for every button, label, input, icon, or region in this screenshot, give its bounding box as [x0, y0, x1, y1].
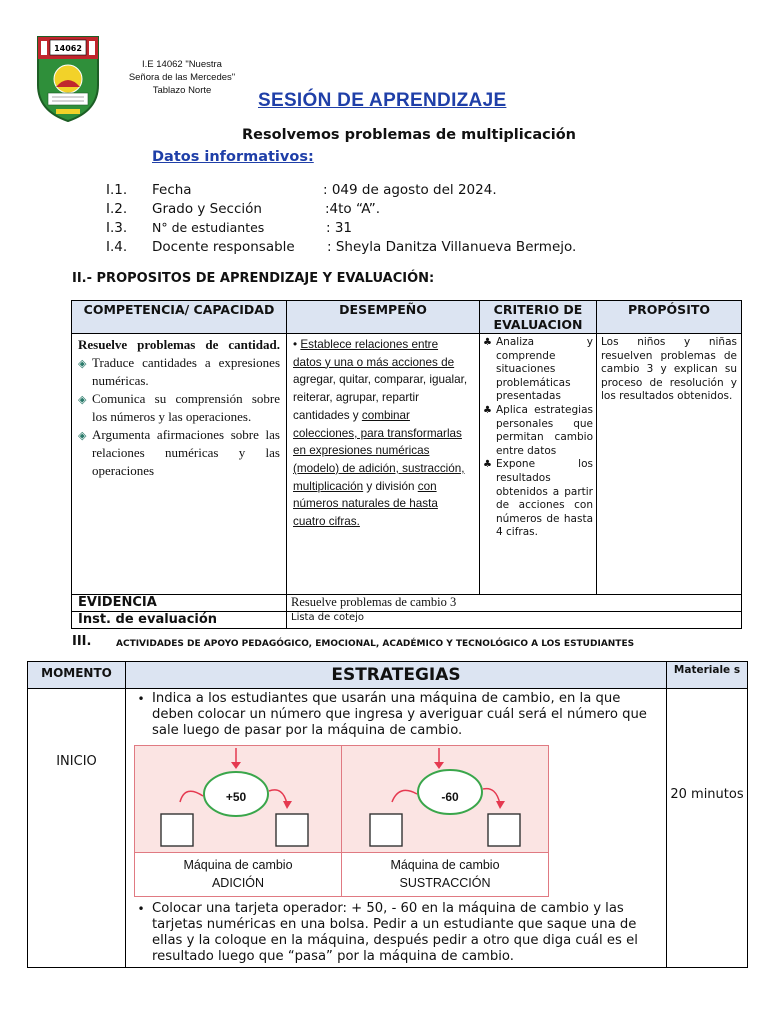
- info-value: : 049 de agosto del 2024.: [323, 182, 497, 198]
- machine-label: Máquina de cambio: [390, 858, 500, 872]
- logo-text: 14062: [54, 44, 82, 53]
- desempeno-text: con números naturales de hasta cuatro cifras.: [293, 479, 438, 529]
- club-bullet-icon: ♣: [483, 404, 492, 416]
- exit-arrowhead: [283, 801, 292, 809]
- school-line: Tablazo Norte: [152, 85, 212, 96]
- info-label: Docente responsable: [152, 239, 295, 255]
- operator-label: +50: [225, 790, 247, 804]
- club-bullet-icon: ♣: [483, 337, 492, 348]
- strategy-item: [130, 691, 658, 739]
- info-row-docente: [0, 239, 768, 257]
- header-criterio: CRITERIO DE EVALUACION: [480, 301, 597, 334]
- estrategias-cell: [126, 689, 667, 968]
- machine-caption: [342, 852, 548, 896]
- capacidad-item: [78, 390, 280, 426]
- info-row-grado: [0, 201, 768, 219]
- info-row-estudiantes: [0, 220, 768, 238]
- strategy-item: [130, 901, 658, 965]
- desempeno-cell: [287, 334, 480, 595]
- page-title: SESIÓN DE APRENDIZAJE: [258, 90, 507, 111]
- input-arrowhead: [434, 762, 444, 769]
- proposito-cell: Los niños y niñas resuelven problemas de cambio 3 y explican su proceso de resolución y los resultados obtenidos.: [597, 334, 742, 595]
- diamond-bullet-icon: ◈: [78, 358, 87, 370]
- header-proposito: PROPÓSITO: [597, 301, 742, 334]
- criterio-item: [483, 404, 593, 458]
- info-row-fecha: [0, 182, 768, 200]
- criterio-text: Aplica estrategias personales que permitan cambio entre datos: [496, 403, 593, 457]
- exit-arrowhead: [496, 801, 505, 809]
- datos-informativos-heading: Datos informativos:: [152, 149, 314, 165]
- criterio-text: Expone los resultados obtenidos a partir de acciones con números de hasta 4 cifras.: [496, 458, 593, 539]
- diamond-bullet-icon: ◈: [78, 394, 87, 406]
- materiales-cell: 20 minutos: [667, 689, 748, 968]
- info-label: N° de estudiantes: [152, 220, 265, 235]
- info-num: I.4.: [106, 239, 128, 255]
- momento-inicio: INICIO: [28, 689, 126, 968]
- instrumento-value: Lista de cotejo: [287, 612, 742, 629]
- desempeno-text: Establece relaciones entre datos y una o más acciones de: [293, 338, 455, 369]
- desempeno-text: agregar, quitar, comparar, igualar, reiterar, agrupar, repartir cantidades y: [293, 373, 468, 422]
- machine-type: ADICIÓN: [211, 876, 265, 890]
- capacidad-item: [78, 426, 280, 480]
- entry-curve: [392, 790, 417, 802]
- instrumento-label: Inst. de evaluación: [72, 612, 287, 629]
- info-num: I.1.: [106, 182, 128, 198]
- school-name: [112, 58, 252, 97]
- session-subtitle: Resolvemos problemas de multiplicación: [242, 127, 576, 143]
- strategy-text: Colocar una tarjeta operador: + 50, - 60 en la máquina de cambio y las tarjetas numéricas en una bolsa. Pedir a un estudiante que saque una de ellas y la coloque en la máquina, después pedir a otro que diga cuál es el resultado luego que “pasa” por la máquina de cambio.: [152, 901, 638, 964]
- propositos-table: [71, 300, 742, 629]
- strategy-text: Indica a los estudiantes que usarán una máquina de cambio, en la que deben colocar un número que ingresa y averiguar cuál será el número que sale luego de pasar por la máquina de cambio.: [152, 691, 647, 738]
- machine-label: Máquina de cambio: [183, 858, 293, 872]
- diamond-bullet-icon: ◈: [78, 430, 87, 442]
- header-momento: MOMENTO: [28, 662, 126, 689]
- school-line: Señora de las Mercedes": [128, 72, 236, 83]
- club-bullet-icon: ♣: [483, 459, 492, 471]
- entry-curve: [180, 791, 203, 802]
- header-desempeno: DESEMPEÑO: [287, 301, 480, 334]
- competencia-title: Resuelve problemas de cantidad.: [78, 337, 280, 352]
- header-estrategias: ESTRATEGIAS: [126, 662, 667, 689]
- evidencia-value: Resuelve problemas de cambio 3: [287, 595, 742, 612]
- info-num: I.2.: [106, 201, 128, 217]
- info-value: : Sheyla Danitza Villanueva Bermejo.: [327, 239, 577, 255]
- machine-caption: [135, 852, 341, 896]
- input-number-box: [370, 814, 402, 846]
- header-competencia: COMPETENCIA/ CAPACIDAD: [72, 301, 287, 334]
- machine-type: SUSTRACCIÓN: [399, 876, 491, 890]
- header-materiales: Materiale s: [667, 662, 748, 689]
- info-num: I.3.: [106, 220, 128, 236]
- section3-number: III.: [72, 634, 92, 649]
- competencia-cell: [72, 334, 287, 595]
- info-value: :4to “A”.: [325, 201, 381, 217]
- bullet: •: [137, 902, 145, 916]
- machine-subtraction: [341, 746, 548, 896]
- input-number-box: [161, 814, 193, 846]
- evidencia-label: EVIDENCIA: [72, 595, 287, 612]
- desempeno-text: combinar colecciones, para transformarlas en expresiones numéricas (modelo) de adición, sustracción, multiplicación: [293, 408, 465, 493]
- criterio-item: [483, 458, 593, 540]
- capacidad-text: Traduce cantidades a expresiones numéricas.: [92, 355, 280, 388]
- capacidad-item: [78, 354, 280, 390]
- output-number-box: [488, 814, 520, 846]
- info-label: Fecha: [152, 182, 192, 198]
- machine-addition: [135, 746, 341, 896]
- school-logo: [34, 35, 102, 123]
- bullet: •: [137, 692, 145, 706]
- bullet: •: [293, 338, 298, 351]
- actividades-table: [27, 661, 748, 968]
- desempeno-text: y división: [363, 479, 418, 493]
- criterio-cell: [480, 334, 597, 595]
- section2-heading: II.- PROPOSITOS DE APRENDIZAJE Y EVALUACIÓN:: [72, 271, 435, 286]
- school-line: I.E 14062 "Nuestra: [142, 59, 222, 70]
- section3-heading: ACTIVIDADES DE APOYO PEDAGÓGICO, EMOCIONAL, ACADÉMICO Y TECNOLÓGICO A LOS ESTUDIANTES: [116, 639, 635, 649]
- info-value: : 31: [326, 220, 353, 236]
- capacidad-text: Argumenta afirmaciones sobre las relaciones numéricas y las operaciones: [92, 427, 280, 478]
- criterio-text: Analiza y comprende situaciones problemáticas presentadas: [496, 336, 593, 403]
- operator-label: -60: [441, 790, 459, 804]
- machine-illustration: [134, 745, 549, 897]
- capacidad-text: Comunica su comprensión sobre los números y las operaciones.: [92, 391, 280, 424]
- info-label: Grado y Sección: [152, 201, 262, 217]
- input-arrowhead: [231, 762, 241, 769]
- output-number-box: [276, 814, 308, 846]
- criterio-item: [483, 336, 593, 404]
